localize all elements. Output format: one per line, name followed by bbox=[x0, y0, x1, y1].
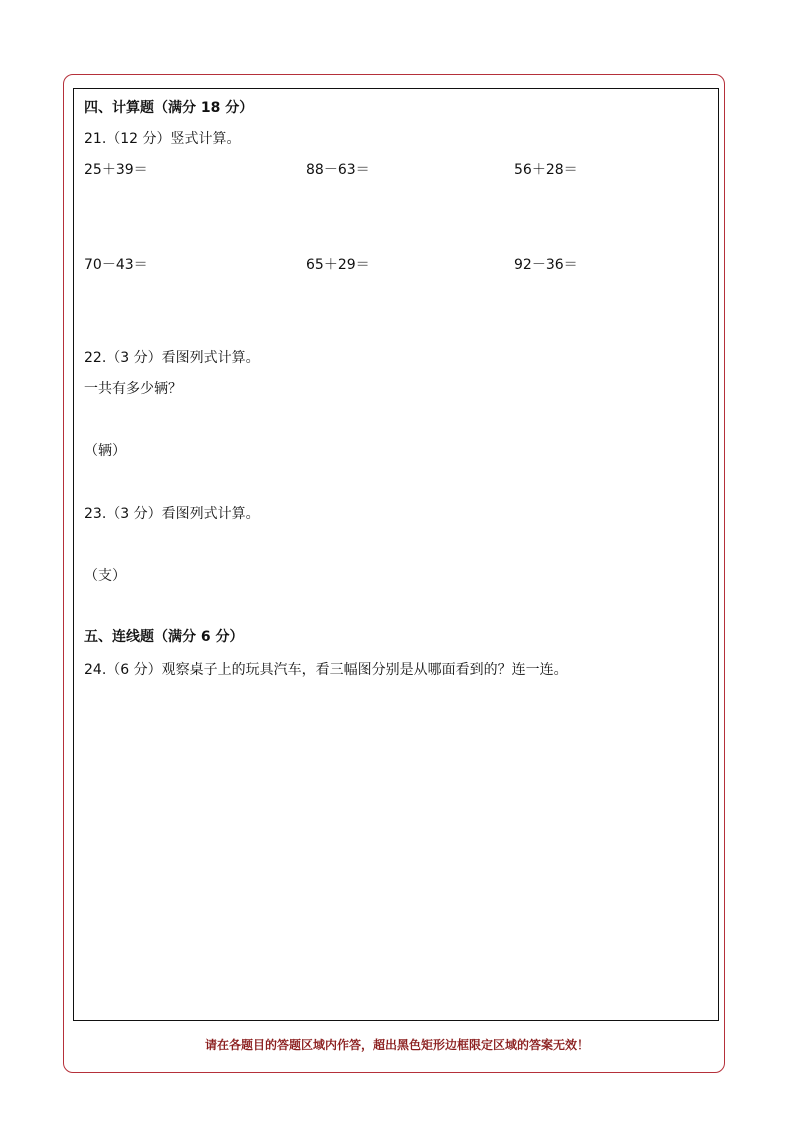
question-24-prompt: 24.（6 分）观察桌子上的玩具汽车，看三幅图分别是从哪面看到的？连一连。 bbox=[84, 662, 568, 678]
question-22-prompt: 22.（3 分）看图列式计算。 bbox=[84, 350, 260, 366]
question-23-unit: （支） bbox=[84, 568, 126, 584]
q21-expression-6: 92－36＝ bbox=[514, 257, 578, 273]
question-22-question: 一共有多少辆？ bbox=[84, 381, 182, 397]
q21-expression-2: 88－63＝ bbox=[306, 162, 370, 178]
answer-area-box bbox=[73, 88, 719, 1021]
section-4-title: 四、计算题（满分 18 分） bbox=[84, 100, 254, 116]
question-22-unit: （辆） bbox=[84, 443, 126, 459]
q21-expression-3: 56＋28＝ bbox=[514, 162, 578, 178]
footer-warning-note: 请在各题目的答题区域内作答，超出黑色矩形边框限定区域的答案无效！ bbox=[204, 1038, 589, 1052]
question-23-prompt: 23.（3 分）看图列式计算。 bbox=[84, 506, 260, 522]
q21-expression-4: 70－43＝ bbox=[84, 257, 148, 273]
q21-expression-5: 65＋29＝ bbox=[306, 257, 370, 273]
section-5-title: 五、连线题（满分 6 分） bbox=[84, 629, 244, 645]
q21-expression-1: 25＋39＝ bbox=[84, 162, 148, 178]
question-21-prompt: 21.（12 分）竖式计算。 bbox=[84, 131, 241, 147]
